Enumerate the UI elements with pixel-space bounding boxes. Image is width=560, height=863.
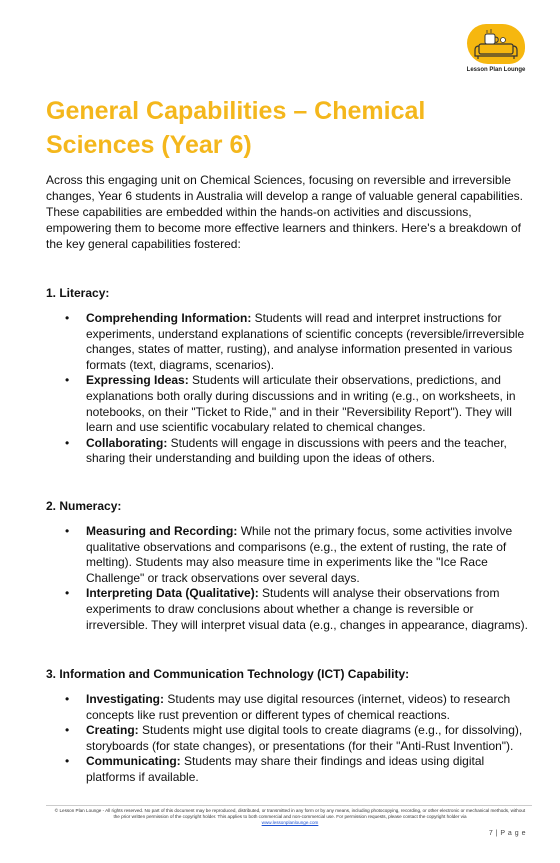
list-item (46, 586, 534, 633)
section-ict (46, 666, 534, 786)
bullet-icon: • (65, 723, 70, 738)
section-heading: 2. Numeracy: (46, 499, 122, 513)
list-item (46, 754, 534, 785)
item-term: Investigating: (86, 692, 165, 706)
bullet-icon: • (65, 692, 70, 706)
footer-divider (46, 805, 532, 806)
brand-logo (463, 22, 529, 78)
section-literacy (46, 285, 534, 467)
item-term: Collaborating: (86, 435, 168, 450)
sofa-icon (469, 26, 523, 64)
list-item (46, 692, 534, 723)
logo-text: Lesson Plan Lounge (466, 67, 526, 73)
page-number-value: 7 (488, 830, 494, 837)
list-item (46, 436, 534, 467)
item-text: Students may share their findings and ideas using digital platforms if available. (86, 754, 485, 784)
footer-copyright (52, 808, 528, 827)
footer-link[interactable]: www.lessonplanlounge.com (261, 820, 319, 826)
bullet-icon: • (65, 435, 70, 450)
bullet-icon: • (65, 754, 70, 769)
bullet-icon: • (65, 524, 70, 538)
page-number (489, 830, 526, 837)
page-label: | P a g e (495, 830, 526, 837)
item-text: Students will analyse their observations from experiments to draw conclusions about whether a change is reversible or irreversible. They will interpret visual data (e.g., changes in appearance, diagrams). (86, 586, 528, 632)
bullet-list (46, 524, 534, 633)
bullet-icon: • (65, 373, 70, 388)
page-title: General Capabilities – Chemical Sciences (Year 6) (46, 97, 426, 159)
bullet-list (46, 311, 534, 467)
item-text: Students will engage in discussions with peers and the teacher, sharing their understanding and building upon the ideas of others. (86, 435, 507, 466)
section-numeracy (46, 498, 534, 633)
bullet-icon: • (65, 586, 70, 601)
bullet-icon: • (65, 311, 70, 325)
item-term: Interpreting Data (Qualitative): (86, 586, 259, 601)
item-text: Students may use digital resources (internet, videos) to research concepts like rust prevention or different types of chemical reactions. (86, 692, 511, 722)
list-item (46, 723, 534, 754)
item-term: Comprehending Information: (86, 311, 252, 325)
item-text: While not the primary focus, some activities involve qualitative observations and comparisons (e.g., the extent of rusting, the rate of melting). Students may also measure time in experiments like the "Ice Race Challenge" or track observations over several days. (86, 524, 513, 585)
item-term: Communicating: (86, 754, 181, 769)
list-item (46, 373, 534, 435)
item-term: Creating: (86, 723, 139, 738)
intro-paragraph: Across this engaging unit on Chemical Sciences, focusing on reversible and irreversible changes, Year 6 students in Australia will develop a range of valuable general capabilities. These capabilities are embedded within the hands-on activities and discussions, empowering them to become more effective learners and thinkers. Here's a breakdown of the key general capabilities fostered: (46, 173, 523, 251)
item-text: Students might use digital tools to create diagrams (e.g., for dissolving), storyboards (for state changes), or presentations (for their "Anti-Rust Invention"). (86, 723, 523, 753)
list-item (46, 524, 534, 586)
footer-text: © Lesson Plan Lounge - All rights reserved. No part of this document may be reproduced, distributed, or transmitted in any form or by any means, including photocopying, recording, or other electronic or mechanical methods, without the prior written permission of the copyright holder. This applies to both commercial and non-commercial use. For permission requests, please contact the copyright holder via (54, 808, 526, 820)
bullet-list (46, 692, 534, 786)
item-text: Students will read and interpret instructions for experiments, understand explanations of scientific concepts (reversible/irreversible changes, states of matter, rusting), and analyse information presented in various formats (text, diagrams, scenarios). (86, 311, 525, 372)
list-item (46, 311, 534, 373)
section-heading: 3. Information and Communication Technology (ICT) Capability: (46, 667, 410, 681)
item-text: Students will articulate their observations, predictions, and explanations both orally during discussions and in writing (e.g., on worksheets, in notebooks, on their "Ticket to Ride," and in their "Reversibility Report"). They will learn and use scientific vocabulary related to chemical changes. (86, 373, 516, 435)
item-term: Measuring and Recording: (86, 524, 238, 538)
item-term: Expressing Ideas: (86, 373, 189, 388)
section-heading: 1. Literacy: (46, 286, 110, 300)
